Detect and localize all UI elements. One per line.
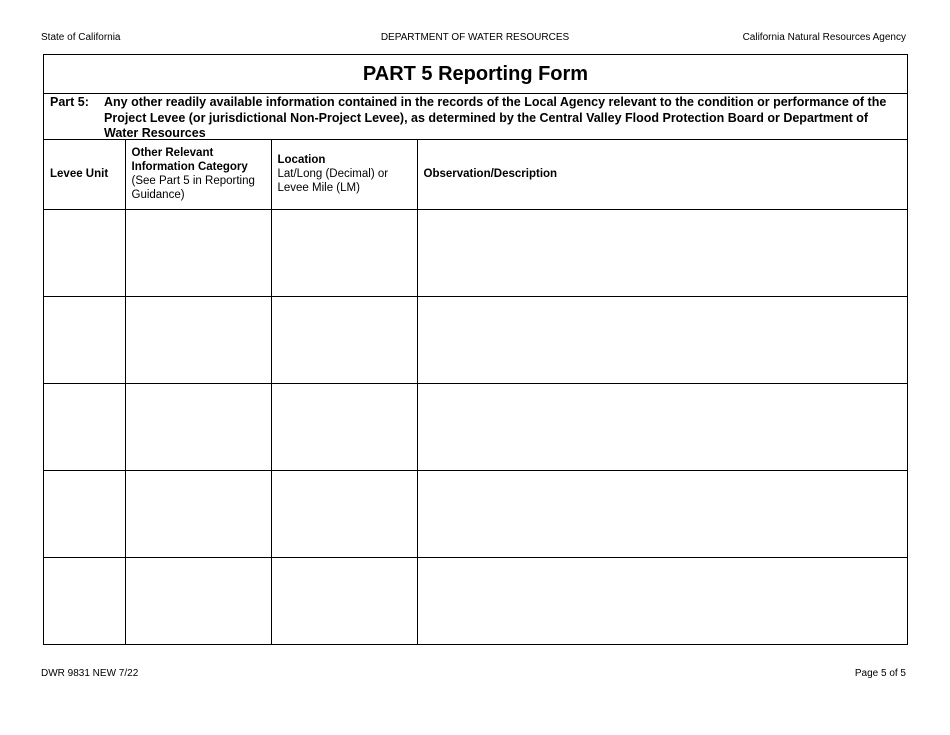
- cell-levee-unit[interactable]: [44, 383, 125, 470]
- header-state: State of California: [41, 32, 121, 43]
- form-title: PART 5 Reporting Form: [44, 55, 907, 94]
- cell-category[interactable]: [125, 383, 271, 470]
- cell-levee-unit[interactable]: [44, 209, 125, 296]
- table-header-row: [44, 140, 907, 209]
- part-label: Part 5:: [50, 95, 89, 109]
- table-row: [44, 209, 907, 296]
- category-note: (See Part 5 in Reporting Guidance): [131, 175, 255, 202]
- reporting-form: [43, 54, 908, 645]
- reporting-table: [44, 140, 907, 644]
- cell-location[interactable]: [271, 470, 417, 557]
- cell-levee-unit[interactable]: [44, 296, 125, 383]
- cell-category[interactable]: [125, 470, 271, 557]
- form-number: DWR 9831 NEW 7/22: [41, 668, 139, 679]
- cell-category[interactable]: [125, 209, 271, 296]
- location-note: Lat/Long (Decimal) or Levee Mile (LM): [277, 168, 389, 195]
- cell-observation[interactable]: [417, 557, 907, 644]
- cell-levee-unit[interactable]: [44, 557, 125, 644]
- part-text: Any other readily available information contained in the records of the Local Agency relevant to the condition or performance of the Project Levee (or jurisdictional Non-Project Levee), as determined by the Central Valley Flood Protection Board or Department of Water Resources: [104, 95, 887, 140]
- col-header-category: [125, 140, 271, 209]
- cell-location[interactable]: [271, 209, 417, 296]
- table-row: [44, 296, 907, 383]
- table-row: [44, 383, 907, 470]
- cell-observation[interactable]: [417, 209, 907, 296]
- header-department: DEPARTMENT OF WATER RESOURCES: [380, 32, 570, 43]
- page-number: Page 5 of 5: [854, 668, 906, 679]
- location-label: Location: [277, 154, 326, 167]
- col-header-location: [271, 140, 417, 209]
- cell-levee-unit[interactable]: [44, 470, 125, 557]
- cell-location[interactable]: [271, 557, 417, 644]
- levee-unit-label: Levee Unit: [50, 168, 109, 181]
- cell-observation[interactable]: [417, 470, 907, 557]
- cell-observation[interactable]: [417, 296, 907, 383]
- category-label: Other Relevant Information Category: [131, 147, 248, 174]
- part-description: [44, 94, 907, 140]
- table-row: [44, 470, 907, 557]
- cell-location[interactable]: [271, 383, 417, 470]
- observation-label: Observation/Description: [423, 168, 558, 181]
- table-row: [44, 557, 907, 644]
- cell-location[interactable]: [271, 296, 417, 383]
- cell-category[interactable]: [125, 296, 271, 383]
- col-header-levee-unit: [44, 140, 125, 209]
- cell-observation[interactable]: [417, 383, 907, 470]
- cell-category[interactable]: [125, 557, 271, 644]
- col-header-observation: [417, 140, 907, 209]
- header-agency: California Natural Resources Agency: [742, 32, 906, 43]
